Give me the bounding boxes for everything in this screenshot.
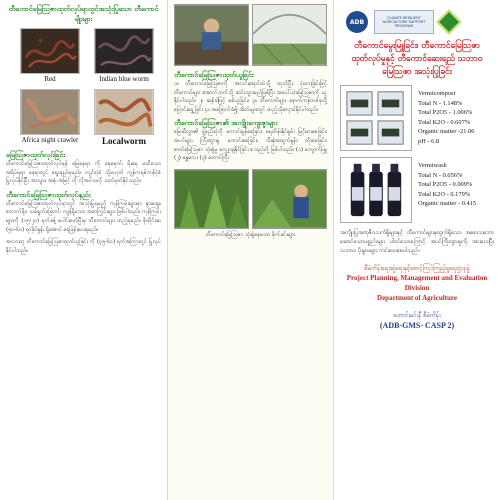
logo-row xyxy=(346,10,494,34)
vermiwash-specs xyxy=(418,157,476,223)
vermicompost-name: Vermicompost xyxy=(418,90,456,97)
spec-line: Total N - 1.148% xyxy=(418,99,463,107)
production-text: တီကောင်မြေဩဇာထုတ်လုပ်ရန် မြေနေရာ ကို နေရောင်၊ မိုးရေ မထိသော အရိပ်ရရာ နေရာတွင် ရွေးချယ်ရမည်။ ကျင်းပုံစံ သို့မဟုတ် ကွန်ကရစ်ကန်ပုံစံ ပြုလုပ်နိုင်ပြီး အလျား၊ အနံ၊ အမြင့် ကို လိုအပ်သလို သတ်မှတ်နိုင်သည်။ xyxy=(6,161,161,185)
local-worm-label: Localworm xyxy=(102,136,146,146)
bottom-photos xyxy=(174,169,327,229)
middle-panel xyxy=(168,0,334,500)
right-panel xyxy=(334,0,500,500)
spec-line: Organic matter - 0.415 xyxy=(418,200,477,207)
benefits-heading: တီကောင်မြေဩဇာ၏ အကျိုးကျေးဇူးများ xyxy=(174,119,278,128)
spec-line: Total K2O - 0.607% xyxy=(418,118,471,126)
indian-blue-worm-label: Indian blue worm xyxy=(99,75,149,83)
spec-line: pH - 6.8 xyxy=(418,137,440,145)
harvesting-text: ၁။ တီကောင်မြေဩဇာကို အလင်းရောင်ထဲသို့ ထုတ်ပြီး ပုံထားခြင်းဖြင့် တီကောင်များ အောက်ဘက်သို့ ဆင်းသွားမည်ဖြစ်ပြီး အပေါ်ယံမြေဩဇာကို ယူနိုင်ပါသည်။ ၂။ ဆန်ခါဖြင့် စစ်ယူခြင်း၊ ၃။ တီကောင်များ နောက်ကန်တစ်ခုသို့ ပြောင်းရွှေ့ခြင်း ၄။ အခြောက်ခံ၍ အိတ်များတွင် ထည့်သိုလှောင်နိုင်ပါသည်။ xyxy=(174,81,327,113)
benefit-note: အကျိုးပြုအဏုဇီဝသက်ရှိများနှင့် တီကောင်များမှထွက်ရှိသော အစေးသဘောဆောင်သောပစ္စည်းများ ပါဝင်သောကြောင့် အပင်ကြီးထွားမှုကို အားပေးပြီး သဘာဝ ပိုးမွှားများ ကင်းဝေးစေပါသည်။ xyxy=(340,230,494,254)
left-panel xyxy=(0,0,168,500)
vermicompost-row xyxy=(340,85,494,151)
harvest-text: အလားတူ တီကောင်မြေဩဇာထုတ်ယူခြင်း ကို (၄၅-၆၀) ရက်အကြာတွင် ပြုလုပ်နိုင်ပါသည်။ xyxy=(6,239,161,254)
indian-blue-worm-image xyxy=(94,28,154,74)
red-worm-label: Red xyxy=(44,75,56,83)
worm-grid xyxy=(20,28,161,146)
benefits-text: မြေဆီလွှာ၏ ဖွဲ့စည်းပုံကို ကောင်းမွန်စေခြင်း၊ ရေထိန်းနိုင်စွမ်း မြင့်မားစေခြင်း၊ အပင်များ ကြီးထွားမှု ကောင်းစေခြင်း၊ သီးနှံအထွက်နှုန်း တိုးစေခြင်း၊ ဓာတ်မြေဩဇာ သုံးစွဲမှု လျှော့ချနိုင်ခြင်း စသည်တို့ ဖြစ်ပါသည်။ (၁) ကျောက်ဖြူ (၂) မန္တလေး (၃) တောင်ကြီး xyxy=(174,129,327,162)
africa-night-crawler-label: Africa night crawler xyxy=(21,136,79,144)
casp-logo: CLIMATE RESILIENT AGRICULTURE SUPPORT PROGRAM xyxy=(374,10,434,34)
production-heading: မြေဩဇာထုတ်လုပ်ခြင်း xyxy=(6,151,66,159)
photo-caption: တီကောင်မြေဩဇာ သုံးစွဲနေသော စိုက်ခင်းများ xyxy=(205,231,296,238)
red-worm-image xyxy=(20,28,80,74)
field-photo-1 xyxy=(174,169,249,229)
department-name-mm: စီမံကိန်းရေးဆွဲရေးနှင့်စောင့်ကြပ်ကြည့်ရှုရေးဌာနခွဲ xyxy=(364,265,470,272)
worm-item xyxy=(94,89,154,146)
department-name-en: Department of Agriculture xyxy=(377,294,457,302)
spec-line: Total P2O5 - 1.006% xyxy=(418,109,473,116)
project-name-mm: ဟောင်းမင်းနီ စီမံကိန်း xyxy=(393,312,441,319)
vermiwash-row xyxy=(340,157,494,223)
project-code: (ADB-GMS- CASP 2) xyxy=(379,321,455,330)
spec-line: Total K2O - 0.179% xyxy=(418,190,471,198)
spec-line: Organic matter -21.06 xyxy=(418,128,475,135)
department-division-en: Project Planning, Management and Evaluation Division xyxy=(346,274,488,292)
spec-line: Total P2O5 - 0.009% xyxy=(418,181,473,188)
method-text: တီကောင်မြေဩဇာထုတ်လုပ်ရာတွင် အသုံးပြုရမည့် ကုန်ကြမ်းများမှာ နွားချေး၊ ကောက်ရိုး၊ သစ်ရွက်ခြောက်၊ ကျန်ရှိသော အစာကြွင်းများ ဖြစ်ပါသည်။ ကုန်ကြမ်းများကို (၁၅-၂၀) ရက်ခန့် ပေါင်းဖော်ပြီးမှ တီကောင်များ ထည့်ရမည်။ စိုထိုင်းဆ (၅၀-၆၀) ရာခိုင်နှုန်း ရှိအောင် ရေဖြန်းပေးရမည်။ xyxy=(6,200,161,233)
method-heading: တီကောင်မြေဩဇာထုတ်လုပ်နည်း xyxy=(6,190,91,199)
worm-item xyxy=(94,28,154,83)
greenhouse-photo xyxy=(252,4,327,66)
brochure-title: တီကောင်မွေးမြူခြင်း၊ တီကောင်မြေဩဇာ ထုတ်လုပ်မှုနှင့် တီကောင်ဆေးရည် သဘာဝမြေဩဇာ အသုံးပြုခြင်း xyxy=(351,41,483,77)
worm-item xyxy=(20,89,80,146)
spec-line: Total N - 0.056% xyxy=(418,171,463,179)
department-emblem xyxy=(436,9,461,34)
worm-types-heading: တီကောင်မြေဩဇာထုတ်လုပ်ရာတွင်အသုံးပြုသော တီကောင်မျိုးများ xyxy=(8,5,159,23)
vermicompost-specs xyxy=(418,85,475,151)
harvesting-heading: တီကောင်မြေဩဇာထုတ်ယူခြင်း xyxy=(174,71,254,79)
vermiwash-name: Vermiwash xyxy=(418,162,447,169)
top-photos xyxy=(174,4,327,66)
adb-logo: ADB xyxy=(346,11,368,33)
local-worm-image xyxy=(94,89,154,135)
field-photo-2 xyxy=(252,169,327,229)
africa-night-crawler-image xyxy=(20,89,80,135)
worm-item xyxy=(20,28,80,83)
vermiwash-bottles-image xyxy=(340,157,412,223)
vermicompost-bags-image xyxy=(340,85,412,151)
worm-bed-photo xyxy=(174,4,249,66)
